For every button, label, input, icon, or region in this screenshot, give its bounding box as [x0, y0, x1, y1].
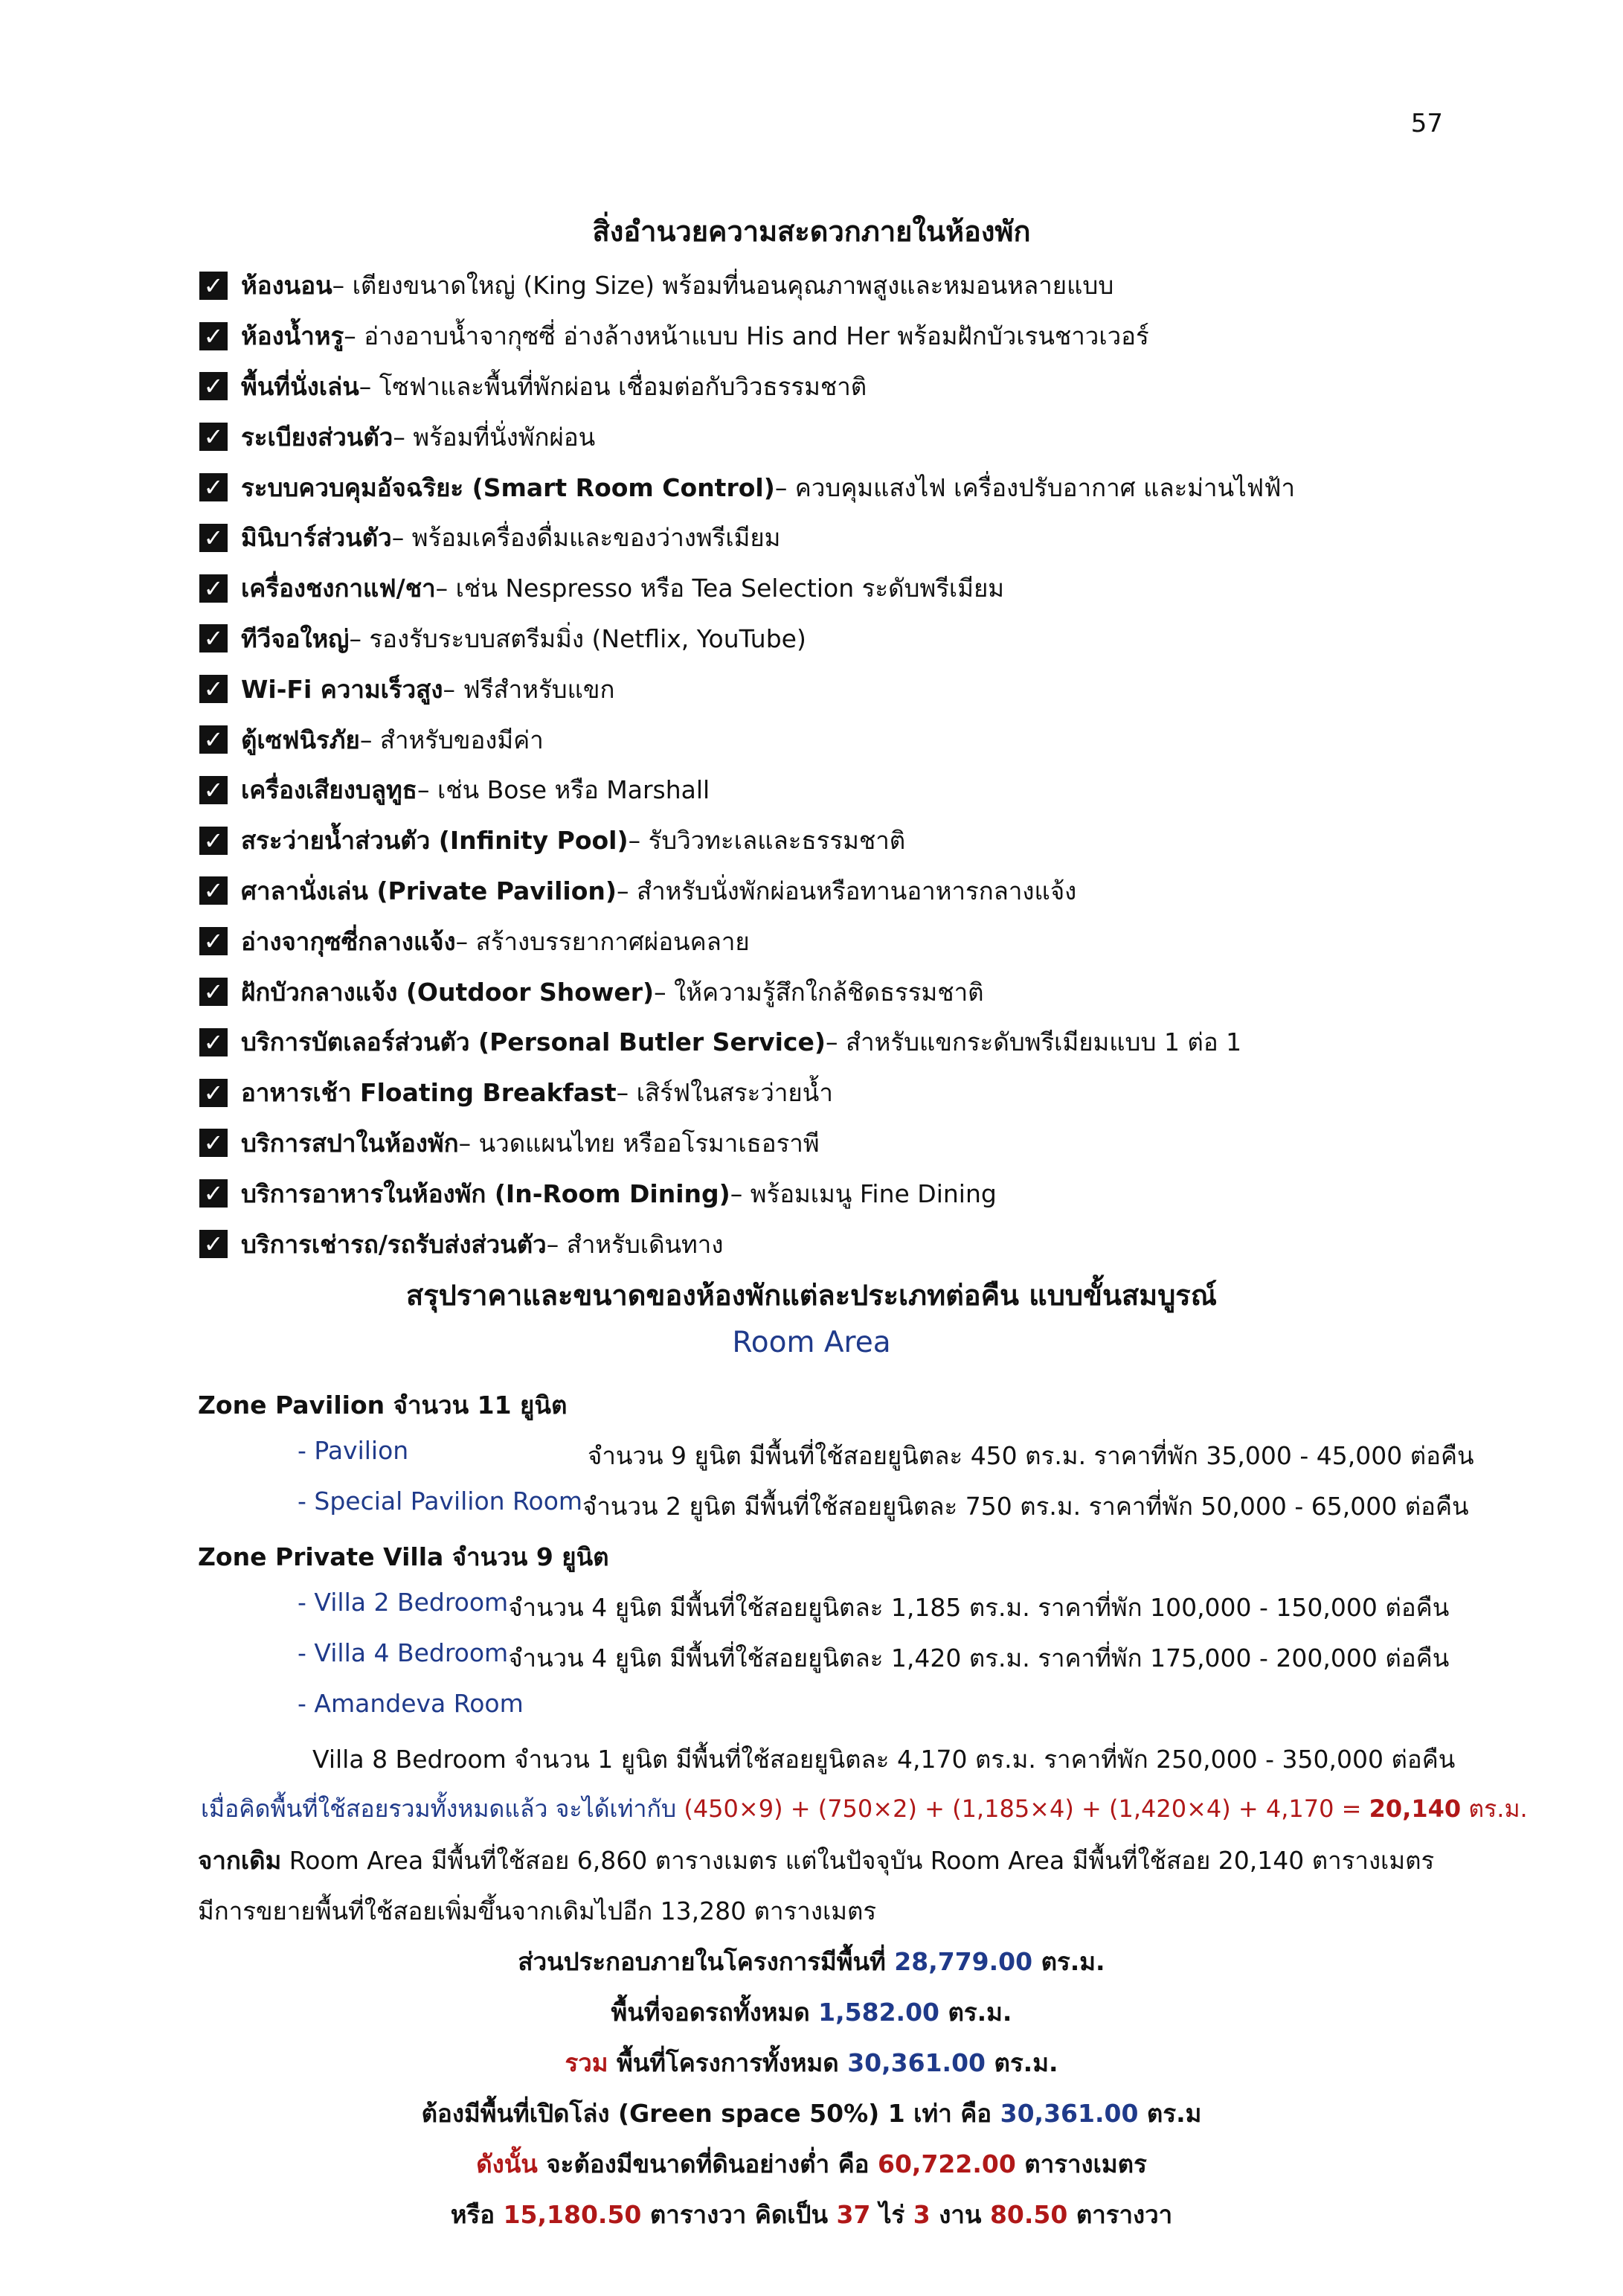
checkbox-checked-icon: ✓	[199, 978, 228, 1006]
amenity-description: – เตียงขนาดใหญ่ (King Size) พร้อมที่นอนคุณภาพสูงและหมอนหลายแบบ	[332, 271, 1114, 301]
amenities-list	[199, 260, 1464, 1269]
amenity-item	[199, 260, 1464, 311]
amenity-description: – พร้อมเมนู Fine Dining	[730, 1179, 997, 1208]
wa-p2: ตารางวา คิดเป็น	[641, 2200, 837, 2229]
sum-label: พื้นที่โครงการทั้งหมด	[608, 2048, 848, 2077]
land-size-line	[0, 2144, 1623, 2184]
land-unit: ตารางเมตร	[1015, 2149, 1147, 2178]
total-calc-result: 20,140	[1369, 1795, 1462, 1823]
amenity-title: พื้นที่นั่งเล่น	[241, 371, 359, 401]
amandeva-row	[298, 1689, 524, 1718]
amenity-item	[199, 411, 1464, 462]
amenity-title: สระว่ายน้ำส่วนตัว (Infinity Pool)	[241, 826, 629, 856]
amenity-description: – ควบคุมแสงไฟ เครื่องปรับอากาศ และม่านไฟฟ้า	[774, 472, 1295, 502]
amenity-item	[199, 513, 1464, 563]
checkbox-checked-icon: ✓	[199, 827, 228, 855]
wa-p5: ตารางวา	[1067, 2200, 1173, 2229]
villa4-row	[298, 1638, 1449, 1678]
amenity-description: – สำหรับเดินทาง	[546, 1229, 724, 1259]
amenity-description: – ฟรีสำหรับแขก	[443, 674, 615, 704]
amenity-title: บริการอาหารในห้องพัก (In-Room Dining)	[241, 1179, 730, 1208]
checkbox-checked-icon: ✓	[199, 473, 228, 501]
amenity-title: มินิบาร์ส่วนตัว	[241, 523, 392, 553]
total-calc-formula: (450×9) + (750×2) + (1,185×4) + (1,420×4) + 4,170 =	[684, 1795, 1369, 1823]
parking-unit: ตร.ม.	[939, 1998, 1012, 2027]
pavilion-detail: จำนวน 9 ยูนิต มีพื้นที่ใช้สอยยูนิตละ 450 ตร.ม. ราคาที่พัก 35,000 - 45,000 ต่อคืน	[588, 1441, 1474, 1470]
amenity-description: – รองรับระบบสตรีมมิ่ง (Netflix, YouTube)	[349, 623, 806, 653]
amandeva-name: - Amandeva Room	[298, 1689, 524, 1718]
amenity-item	[199, 1017, 1464, 1068]
amenity-title: ศาลานั่งเล่น (Private Pavilion)	[241, 876, 617, 905]
total-calc-unit: ตร.ม.	[1461, 1795, 1528, 1823]
amenity-title: ระเบียงส่วนตัว	[241, 422, 393, 452]
checkbox-checked-icon: ✓	[199, 1230, 228, 1258]
amenity-description: – นวดแผนไทย หรืออโรมาเธอราพี	[458, 1128, 820, 1158]
sum-unit: ตร.ม.	[986, 2048, 1058, 2077]
room-area-heading: Room Area	[732, 1326, 891, 1359]
wa-p1: หรือ	[450, 2200, 504, 2229]
amenity-title: อาหารเช้า Floating Breakfast	[241, 1078, 617, 1108]
amenity-title: ตู้เซฟนิรภัย	[241, 725, 360, 754]
parking-value: 1,582.00	[818, 1998, 939, 2027]
special-pavilion-detail: จำนวน 2 ยูนิต มีพื้นที่ใช้สอยยูนิตละ 750 ตร.ม. ราคาที่พัก 50,000 - 65,000 ต่อคืน	[582, 1492, 1469, 1521]
checkbox-checked-icon: ✓	[199, 776, 228, 804]
villa2-detail: จำนวน 4 ยูนิต มีพื้นที่ใช้สอยยูนิตละ 1,185 ตร.ม. ราคาที่พัก 100,000 - 150,000 ต่อคืน	[508, 1593, 1450, 1622]
wa-p3: ไร่	[870, 2200, 913, 2229]
amenity-description: – เช่น Bose หรือ Marshall	[417, 775, 710, 805]
amenity-title: เครื่องเสียงบลูทูธ	[241, 775, 417, 805]
amenity-description: – เช่น Nespresso หรือ Tea Selection ระดับพรีเมียม	[435, 574, 1005, 603]
villa2-name: - Villa 2 Bedroom	[298, 1588, 509, 1617]
amenity-title: ทีวีจอใหญ่	[241, 623, 350, 653]
wa-v1: 15,180.50	[503, 2200, 642, 2229]
amenity-title: บริการสปาในห้องพัก	[241, 1128, 459, 1158]
green-space-line	[0, 2094, 1623, 2133]
checkbox-checked-icon: ✓	[199, 423, 228, 451]
amenities-heading: สิ่งอำนวยความสะดวกภายในห้องพัก	[592, 215, 1031, 248]
wa-v4: 80.50	[989, 2200, 1068, 2229]
wa-p4: งาน	[930, 2200, 990, 2229]
amenity-title: บริการเช่ารถ/รถรับส่งส่วนตัว	[241, 1229, 547, 1259]
components-unit: ตร.ม.	[1032, 1947, 1105, 1976]
amenity-title: ฝักบัวกลางแจ้ง (Outdoor Shower)	[241, 977, 655, 1007]
compare-bold: จากเดิม	[198, 1846, 282, 1875]
checkbox-checked-icon: ✓	[199, 1129, 228, 1157]
parking-label: พื้นที่จอดรถทั้งหมด	[611, 1998, 819, 2027]
amenity-item	[199, 1068, 1464, 1118]
amenity-description: – สร้างบรรยากาศผ่อนคลาย	[455, 926, 750, 956]
zone-villa-label: Zone Private Villa จำนวน 9 ยูนิต	[198, 1542, 609, 1571]
components-label: ส่วนประกอบภายในโครงการมีพื้นที่	[518, 1947, 895, 1976]
green-value: 30,361.00	[1000, 2099, 1139, 2128]
checkbox-checked-icon: ✓	[199, 725, 228, 754]
amenity-title: ห้องน้ำหรู	[241, 321, 344, 351]
checkbox-checked-icon: ✓	[199, 1028, 228, 1056]
amenity-item	[199, 1219, 1464, 1269]
amenity-description: – สำหรับนั่งพักผ่อนหรือทานอาหารกลางแจ้ง	[617, 876, 1077, 905]
checkbox-checked-icon: ✓	[199, 624, 228, 652]
amenity-item	[199, 714, 1464, 765]
parking-area-line	[0, 1992, 1623, 2032]
checkbox-checked-icon: ✓	[199, 524, 228, 552]
special-pavilion-name: - Special Pavilion Room	[298, 1487, 583, 1516]
amenity-description: – เสิร์ฟในสระว่ายน้ำ	[616, 1078, 833, 1108]
amenity-title: บริการบัตเลอร์ส่วนตัว (Personal Butler Service)	[241, 1027, 826, 1057]
wa-v2: 37	[836, 2200, 871, 2229]
checkbox-checked-icon: ✓	[199, 322, 228, 350]
sum-prefix: รวม	[565, 2048, 608, 2077]
total-area-line	[0, 2043, 1623, 2082]
components-value: 28,779.00	[894, 1947, 1033, 1976]
amenity-item	[199, 664, 1464, 714]
components-area-line	[0, 1942, 1623, 1981]
amenity-item	[199, 765, 1464, 815]
pavilion-row	[298, 1436, 1474, 1475]
checkbox-checked-icon: ✓	[199, 927, 228, 955]
amenity-title: ห้องนอน	[241, 271, 332, 301]
amenity-item	[199, 966, 1464, 1017]
amenity-title: Wi-Fi ความเร็วสูง	[241, 674, 443, 704]
amenity-title: ระบบควบคุมอัจฉริยะ (Smart Room Control)	[241, 472, 775, 502]
pavilion-name: - Pavilion	[298, 1436, 409, 1465]
amenity-item	[199, 916, 1464, 966]
compare-line-1	[198, 1841, 1434, 1880]
amenity-item	[199, 815, 1464, 866]
checkbox-checked-icon: ✓	[199, 574, 228, 603]
villa4-detail: จำนวน 4 ยูนิต มีพื้นที่ใช้สอยยูนิตละ 1,420 ตร.ม. ราคาที่พัก 175,000 - 200,000 ต่อคืน	[508, 1644, 1450, 1673]
amenity-item	[199, 563, 1464, 614]
total-calc-text: เมื่อคิดพื้นที่ใช้สอยรวมทั้งหมดแล้ว จะได้เท่ากับ	[201, 1795, 684, 1823]
amenity-description: – อ่างอาบน้ำจากุซซี่ อ่างล้างหน้าแบบ His and Her พร้อมฝักบัวเรนชาวเวอร์	[344, 321, 1149, 351]
land-prefix: ดังนั้น	[476, 2149, 538, 2178]
amenity-item	[199, 462, 1464, 513]
green-label: ต้องมีพื้นที่เปิดโล่ง (Green space 50%) 1 เท่า คือ	[421, 2099, 1000, 2128]
amenity-title: เครื่องชงกาแฟ/ชา	[241, 574, 436, 603]
amenity-description: – พร้อมที่นั่งพักผ่อน	[393, 422, 596, 452]
checkbox-checked-icon: ✓	[199, 1179, 228, 1208]
checkbox-checked-icon: ✓	[199, 675, 228, 703]
sum-value: 30,361.00	[847, 2048, 986, 2077]
amenity-description: – รับวิวทะเลและธรรมชาติ	[628, 826, 906, 856]
land-label: จะต้องมีขนาดที่ดินอย่างต่ำ คือ	[537, 2149, 878, 2178]
checkbox-checked-icon: ✓	[199, 1079, 228, 1107]
amenity-title: อ่างจากุซซี่กลางแจ้ง	[241, 926, 456, 956]
compare-text: Room Area มีพื้นที่ใช้สอย 6,860 ตารางเมตร แต่ในปัจจุบัน Room Area มีพื้นที่ใช้สอย 20,140 ตารางเมตร	[281, 1846, 1435, 1875]
amenity-item	[199, 866, 1464, 917]
land-value: 60,722.00	[877, 2149, 1016, 2178]
amenity-item	[199, 311, 1464, 362]
green-unit: ตร.ม	[1138, 2099, 1202, 2128]
total-calculation	[201, 1790, 1528, 1828]
amenity-description: – สำหรับของมีค่า	[359, 725, 544, 754]
villa4-name: - Villa 4 Bedroom	[298, 1638, 509, 1667]
page-number: 57	[1410, 109, 1443, 138]
amenity-item	[199, 614, 1464, 664]
zone-pavilion-label: Zone Pavilion จำนวน 11 ยูนิต	[198, 1391, 568, 1420]
compare-line-2: มีการขยายพื้นที่ใช้สอยเพิ่มขึ้นจากเดิมไปอีก 13,280 ตารางเมตร	[198, 1896, 877, 1925]
checkbox-checked-icon: ✓	[199, 876, 228, 905]
amenity-item	[199, 1118, 1464, 1169]
villa2-row	[298, 1588, 1449, 1627]
summary-heading: สรุปราคาและขนาดของห้องพักแต่ละประเภทต่อคืน แบบขั้นสมบูรณ์	[406, 1279, 1217, 1312]
checkbox-checked-icon: ✓	[199, 372, 228, 400]
amenity-description: – ให้ความรู้สึกใกล้ชิดธรรมชาติ	[654, 977, 984, 1007]
amenity-item	[199, 1168, 1464, 1219]
amenity-item	[199, 362, 1464, 412]
amenity-description: – พร้อมเครื่องดื่มและของว่างพรีเมียม	[391, 523, 781, 553]
wa-v3: 3	[913, 2200, 931, 2229]
amenity-description: – สำหรับแขกระดับพรีเมียมแบบ 1 ต่อ 1	[825, 1027, 1242, 1057]
amenity-description: – โซฟาและพื้นที่พักผ่อน เชื่อมต่อกับวิวธรรมชาติ	[359, 371, 867, 401]
checkbox-checked-icon: ✓	[199, 272, 228, 300]
special-pavilion-row	[298, 1487, 1469, 1526]
wa-conversion-line	[0, 2195, 1623, 2234]
amandeva-detail: Villa 8 Bedroom จำนวน 1 ยูนิต มีพื้นที่ใช้สอยยูนิตละ 4,170 ตร.ม. ราคาที่พัก 250,000 - 350,000 ต่อคืน	[312, 1745, 1456, 1774]
